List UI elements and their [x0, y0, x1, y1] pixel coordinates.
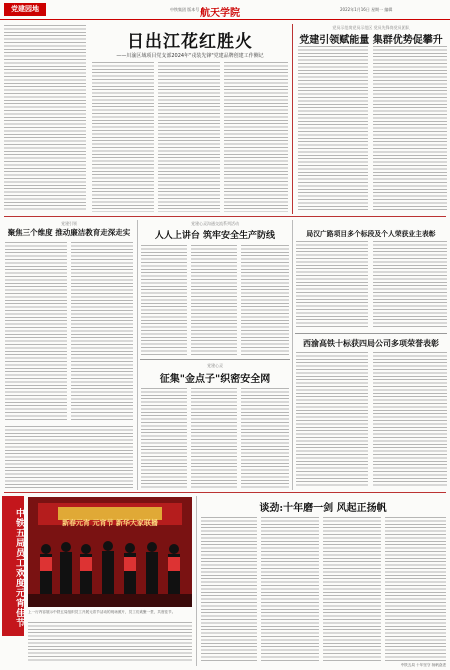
column-divider-3	[292, 220, 293, 490]
col3b-headline: 西渝高铁十标获四局公司多项荣誉表彰	[303, 338, 439, 348]
col1-text-a	[5, 242, 67, 422]
col1-text-tail	[5, 426, 133, 488]
lower-text-c	[241, 388, 289, 488]
bottom-text-c	[323, 517, 381, 663]
photo-story-text	[28, 622, 192, 662]
col3-headline: 局汉广路项目多个标段及个人荣获业主表彰	[306, 230, 436, 238]
middle-rule	[140, 359, 290, 360]
bottom-note: 中铁五局 十年坚守 扬帆奋进	[400, 663, 446, 667]
col3-text-b	[373, 241, 447, 329]
col2-headline: 人人上讲台 筑牢安全生产防线	[154, 231, 276, 241]
col1-headline: 聚焦三个维度 推动廉洁教育走深走实	[7, 228, 131, 237]
section-rule-1	[4, 216, 446, 217]
festival-photo-image	[28, 497, 192, 607]
lower-text-a	[141, 388, 187, 488]
paper-name: 航天学院	[200, 8, 240, 19]
masthead-left-note: 中铁集团 版本号	[170, 7, 200, 12]
bottom-text-d	[385, 517, 446, 663]
lead-column-1-text	[4, 25, 86, 211]
section-rule-2	[4, 492, 446, 493]
right-top-text-col2	[373, 46, 447, 212]
lower-kicker: 党建心灵	[207, 363, 223, 368]
masthead-date: 2022年1月16日 星期一 编辑	[340, 7, 393, 12]
lead-subheading: ——川渝区域项目党支部2024年"戎装先锋"党建品牌创建工作侧记	[116, 53, 264, 59]
bottom-headline: 谈劲:十年磨一剑 风起正扬帆	[259, 503, 387, 514]
photo-caption: 上一行内容展示中铁五局组织员工开展元宵节活动的现场照片，员工们欢聚一堂，共度佳节。	[28, 610, 176, 614]
masthead	[0, 0, 450, 20]
photo-overlay-text: 新春元宵 元宵节 新华大家联播	[62, 519, 158, 527]
col2-text-a	[141, 245, 187, 355]
column-divider-2	[137, 220, 138, 490]
right-top-headline: 党建引领赋能量 集群优势促攀升	[299, 35, 443, 46]
col3-rule	[295, 333, 447, 334]
lower-headline: 征集"金点子"织密安全网	[159, 374, 271, 385]
col3b-text-b	[373, 352, 447, 488]
right-top-text-col1	[298, 46, 368, 212]
vertical-red-banner: 中铁五局员工欢度元宵佳节	[2, 496, 24, 636]
col1-text-b	[71, 242, 133, 422]
lead-column-4-text	[224, 62, 288, 212]
col1-kicker: 党建引领	[61, 221, 77, 226]
bottom-text-b	[261, 517, 319, 663]
col2-text-c	[241, 245, 289, 355]
lead-headline: 日出江花红胜火	[127, 32, 253, 52]
col3-text-a	[296, 241, 368, 329]
section-tab: 党建园地	[4, 3, 46, 16]
bottom-text-a	[201, 517, 257, 663]
lead-column-2-text	[92, 62, 154, 212]
festival-photo	[28, 497, 192, 607]
col2-kicker: 党建心灵沟通交流系列活动	[191, 221, 239, 226]
right-top-kicker: 党员示范岗党员示范区 党员先锋岗党员团队	[332, 25, 410, 30]
column-divider-4	[196, 496, 197, 666]
lead-column-3-text	[158, 62, 220, 212]
lower-text-b	[191, 388, 237, 488]
col3b-text-a	[296, 352, 368, 488]
column-divider	[292, 24, 293, 214]
col2-text-b	[191, 245, 237, 355]
